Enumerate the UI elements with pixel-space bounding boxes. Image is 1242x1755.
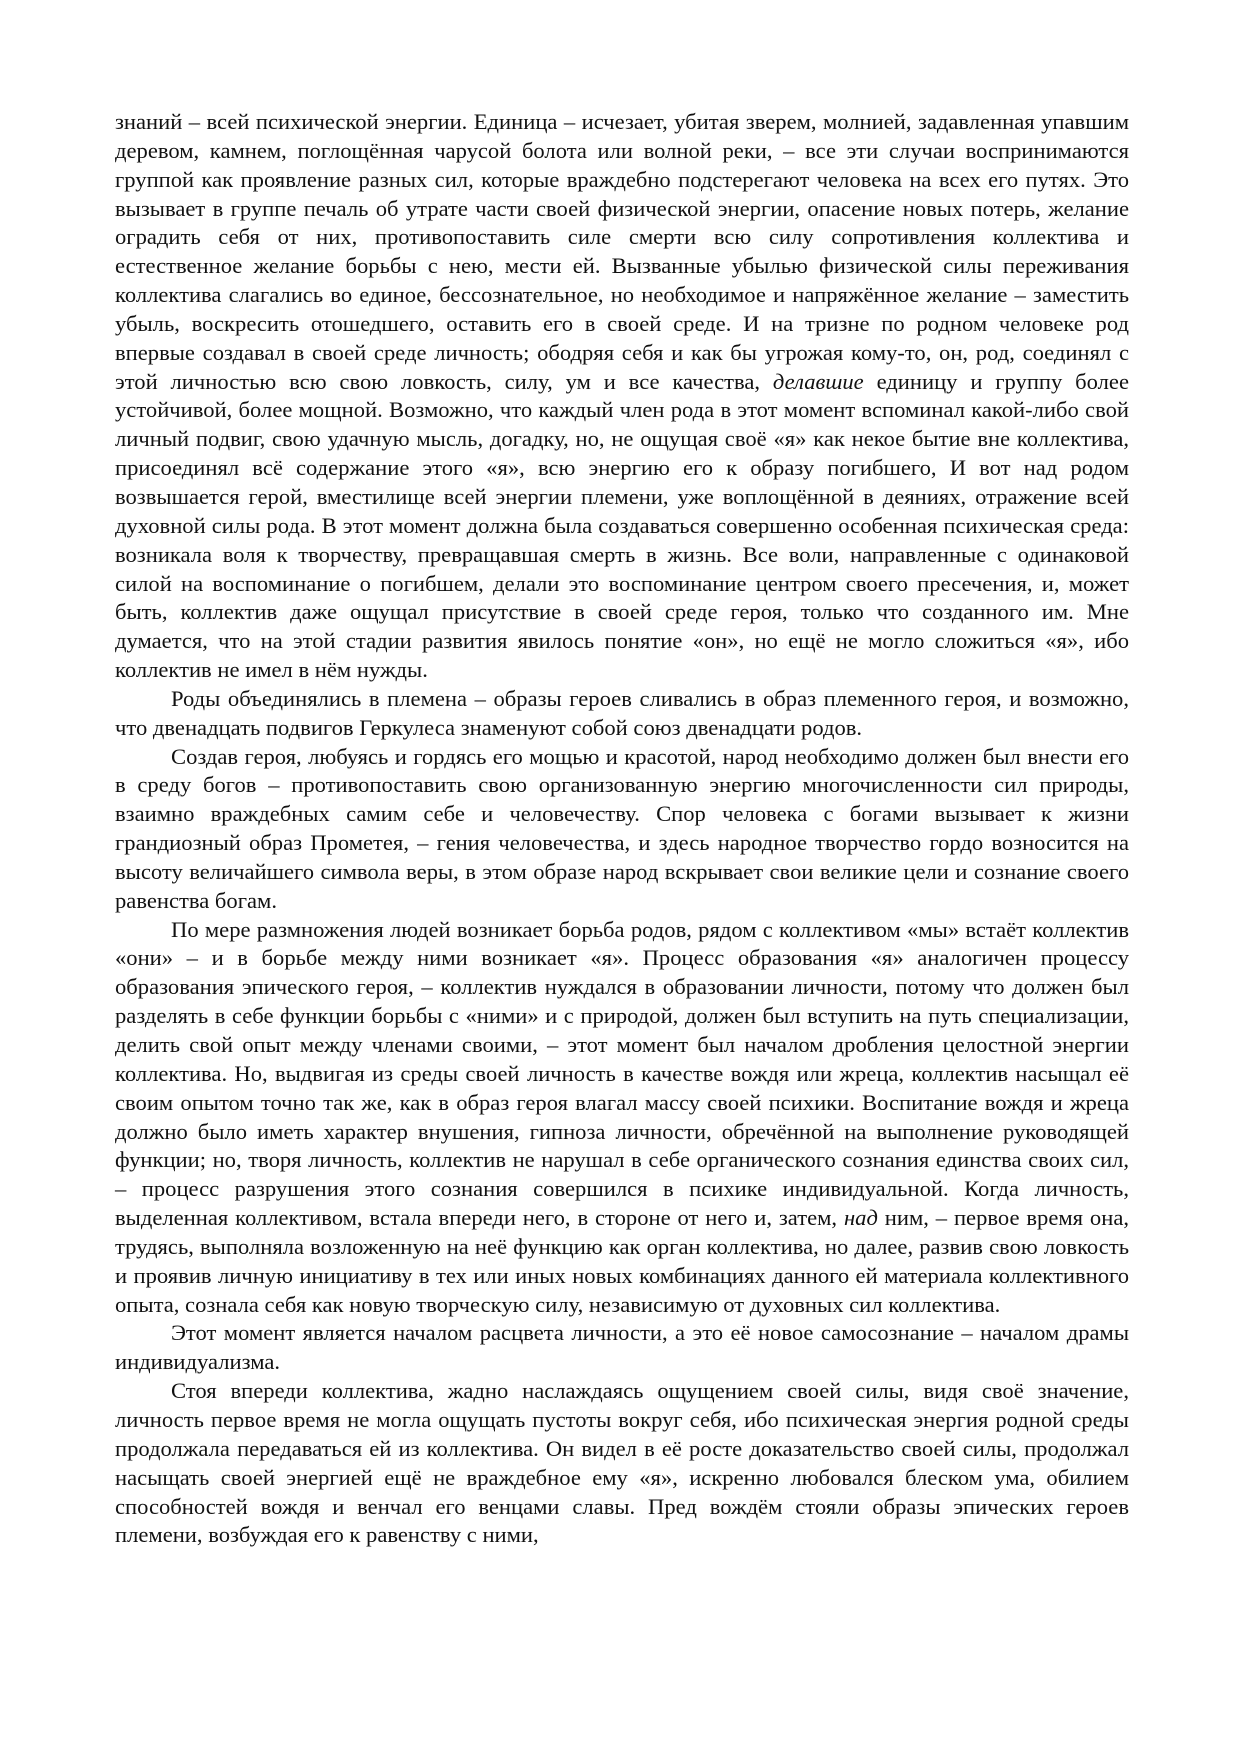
emphasis-delavshie: делавшие — [772, 368, 864, 394]
paragraph-3 — [115, 743, 1129, 916]
text-segment: знаний – всей психической энергии. Единица – исчезает, убитая зверем, молнией, задавленная упавшим деревом, камнем, поглощённая чарусой болота или волной реки, – все эти случаи воспринимаются группой как проявление разных сил, которые враждебно подстерегают человека на всех его путях. Это вызывает в группе печаль об утрате части своей физической энергии, опасение новых потерь, желание оградить себя от них, противопоставить силе смерти всю силу сопротивления коллектива и естественное желание борьбы с нею, мести ей. Вызванные убылью физической силы переживания коллектива слагались во единое, бессознательное, но необходимое и напряжённое желание – заместить убыль, воскресить отошедшего, оставить его в своей среде. И на тризне по родном человеке род впервые создавал в своей среде личность; ободряя себя и как бы угрожая кому-то, он, род, соединял с этой личностью всю свою ловкость, силу, ум и все качества, — [115, 109, 1129, 394]
paragraph-6 — [115, 1377, 1129, 1550]
text-segment: Этот момент является началом расцвета личности, а это её новое самосознание – началом драмы индивидуализма. — [115, 1320, 1129, 1375]
text-segment: ним, – первое время она, трудясь, выполняла возложенную на неё функцию как орган коллектива, но далее, развив свою ловкость и проявив личную инициативу в тех или иных новых комбинациях данного ей материала коллективного опыта, сознала себя как новую творческую силу, независимую от духовных сил коллектива. — [115, 1205, 1129, 1317]
text-segment: Роды объединялись в племена – образы героев сливались в образ племенного героя, и возможно, что двенадцать подвигов Геркулеса знаменуют собой союз двенадцати родов. — [115, 685, 1129, 740]
emphasis-nad: над — [843, 1205, 878, 1231]
text-segment: По мере размножения людей возникает борьба родов, рядом с коллективом «мы» встаёт коллектив «они» – и в борьбе между ними возникает «я». Процесс образования «я» аналогичен процессу образования эпического героя, – коллектив нуждался в образовании личности, потому что должен был разделять в себе функции борьбы с «ними» и с природой, должен был вступить на путь специализации, делить свой опыт между членами своими, – этот момент был началом дробления целостной энергии коллектива. Но, выдвигая из среды своей личность в качестве вождя или жреца, коллектив насыщал её своим опытом точно так же, как в образ героя влагал массу своей психики. Воспитание вождя и жреца должно было иметь характер внушения, гипноза личности, обречённой на выполнение руководящей функции; но, творя личность, коллектив не нарушал в себе органического сознания единства своих сил, – процесс разрушения этого сознания совершился в психике индивидуальной. Когда личность, выделенная коллективом, встала впереди него, в стороне от него и, затем, — [115, 916, 1129, 1231]
paragraph-5 — [115, 1319, 1129, 1377]
text-segment: Создав героя, любуясь и гордясь его мощью и красотой, народ необходимо должен был внести его в среду богов – противопоставить свою организованную энергию многочисленности сил природы, взаимно враждебных самим себе и человечеству. Спор человека с богами вызывает к жизни грандиозный образ Прометея, – гения человечества, и здесь народное творчество гордо возносится на высоту величайшего символа веры, в этом образе народ вскрывает свои великие цели и сознание своего равенства богам. — [115, 743, 1129, 913]
document-page — [115, 108, 1129, 1550]
paragraph-4 — [115, 916, 1129, 1320]
text-segment: единицу и группу более устойчивой, более мощной. Возможно, что каждый член рода в этот момент вспоминал какой-либо свой личный подвиг, свою удачную мысль, догадку, но, не ощущая своё «я» как некое бытие вне коллектива, присоединял всё содержание этого «я», всю энергию его к образу погибшего, И вот над родом возвышается герой, вместилище всей энергии племени, уже воплощённой в деяниях, отражение всей духовной силы рода. В этот момент должна была создаваться совершенно особенная психическая среда: возникала воля к творчеству, превращавшая смерть в жизнь. Все воли, направленные с одинаковой силой на воспоминание о погибшем, делали это воспоминание центром своего пресечения, и, может быть, коллектив даже ощущал присутствие в своей среде героя, только что созданного им. Мне думается, что на этой стадии развития явилось понятие «он», но ещё не могло сложиться «я», ибо коллектив не имел в нём нужды. — [115, 368, 1129, 683]
text-segment: Стоя впереди коллектива, жадно наслаждаясь ощущением своей силы, видя своё значение, личность первое время не могла ощущать пустоты вокруг себя, ибо психическая энергия родной среды продолжала передаваться ей из коллектива. Он видел в её росте доказательство своей силы, продолжал насыщать своей энергией ещё не враждебное ему «я», искренно любовался блеском ума, обилием способностей вождя и венчал его венцами славы. Пред вождём стояли образы эпических героев племени, возбуждая его к равенству с ними, — [115, 1378, 1129, 1548]
paragraph-2 — [115, 685, 1129, 743]
paragraph-1 — [115, 108, 1129, 685]
